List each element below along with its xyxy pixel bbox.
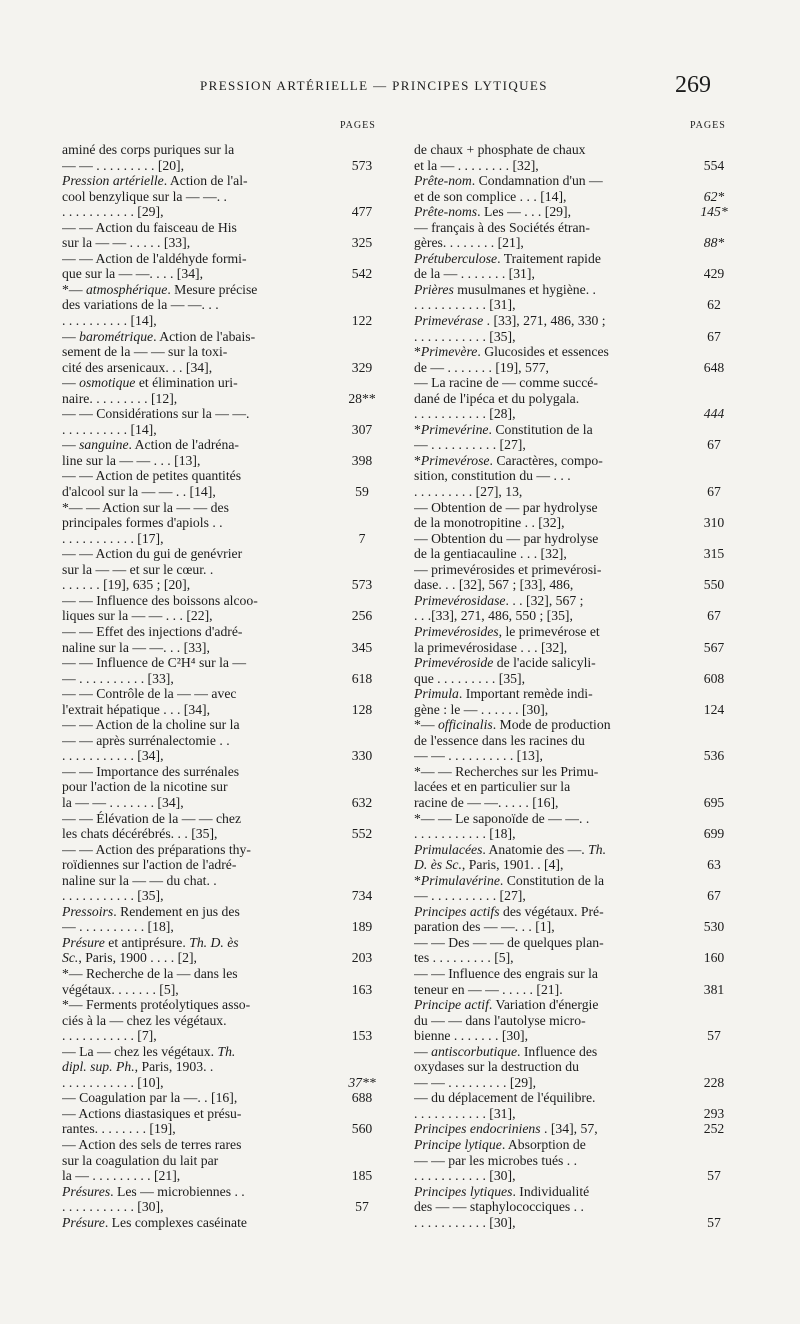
entry-line: D. ès Sc., Paris, 1901. . [4], [414,857,564,873]
page-reference: 7 [358,530,366,546]
page-reference: 203 [351,950,373,966]
index-column-left [62,142,388,1230]
index-entry [414,282,740,313]
index-entry [62,904,388,935]
index-entry [414,717,740,764]
entry-line: Primula. Important remède indi- [414,686,593,702]
index-entry [62,1090,388,1106]
entry-line: . . . . . . . . . . . [18], [414,826,516,842]
running-title: PRESSION ARTÉRIELLE — PRINCIPES LYTIQUES [200,78,548,93]
index-entry [414,313,740,344]
entry-line: . . . . . . . . . . [14], [62,313,157,329]
page-reference: 530 [703,919,725,935]
page-reference: 648 [703,359,725,375]
page-reference: 145* [700,204,728,220]
page-reference: 228 [703,1074,725,1090]
entry-line: *— atmosphérique. Mesure précise [62,281,258,297]
page-reference: 573 [351,157,373,173]
entry-line: . . . . . . . . . . . [10], [62,1074,164,1090]
index-entry [414,344,740,375]
index-entry [414,624,740,655]
page-reference: 122 [351,313,373,329]
page-reference: 573 [351,577,373,593]
entry-line: la — . . . . . . . . . [21], [62,1168,181,1184]
entry-line: ciés à la — chez les végétaux. [62,1012,227,1028]
page-reference: 67 [707,608,721,624]
entry-line: Pressoirs. Rendement en jus des [62,903,240,919]
page-reference: 57 [707,1028,721,1044]
page-reference: 189 [351,919,373,935]
entry-line: Présure et antiprésure. Th. D. ès [62,934,239,950]
page-reference: 128 [351,701,373,717]
entry-line: — — Considérations sur la — —. [62,406,250,422]
page-reference: 62* [703,188,725,204]
entry-line: . . . . . . . . . . . [28], [414,406,516,422]
index-entry [414,686,740,717]
entry-line: *Primevère. Glucosides et essences [414,344,609,360]
index-entry [62,142,388,173]
index-entry [62,717,388,764]
entry-line: . . . . . . . . . . . [30], [62,1199,164,1215]
entry-line: cool benzylique sur la — —. . [62,188,227,204]
page-reference: 185 [351,1168,373,1184]
page-reference: 554 [703,157,725,173]
index-entry [414,204,740,220]
index-entry [62,251,388,282]
entry-line: Principes endocriniens . [34], 57, [414,1121,598,1137]
index-entry [62,1106,388,1137]
entry-line: Primevérosidase. . . [32], 567 ; [414,592,584,608]
entry-line: — La — chez les végétaux. Th. [62,1043,236,1059]
index-column-right [414,142,740,1230]
page-reference: 160 [703,950,725,966]
entry-line: Prétuberculose. Traitement rapide [414,250,601,266]
entry-line: roïdiennes sur l'action de l'adré- [62,857,237,873]
entry-line: Principe actif. Variation d'énergie [414,997,599,1013]
entry-line: — — Action de la choline sur la [62,717,240,733]
entry-line: — — Des — — de quelques plan- [414,934,604,950]
entry-line: — — Action du gui de genévrier [62,546,243,562]
entry-line: les chats décérébrés. . . [35], [62,826,218,842]
entry-line: . . . . . . . . . . . [7], [62,1028,157,1044]
index-entry [414,764,740,811]
index-entry [414,173,740,204]
page-reference: 381 [703,981,725,997]
entry-line: naline sur la — — du chat. . [62,872,217,888]
index-entry [414,531,740,562]
entry-line: . . . . . . . . . . . [35], [414,328,516,344]
entry-line: — — Action des préparations thy- [62,841,251,857]
entry-line: Pression artérielle. Action de l'al- [62,173,248,189]
index-entry [414,1121,740,1137]
entry-line: dase. . . [32], 567 ; [33], 486, [414,577,574,593]
entry-line: aminé des corps puriques sur la [62,142,235,157]
entry-line: — . . . . . . . . . . [18], [62,919,174,935]
entry-line: — osmotique et élimination uri- [62,375,238,391]
index-entry [414,811,740,842]
page-reference: 695 [703,794,725,810]
entry-line: — Action des sels de terres rares [62,1137,242,1152]
index-entry [62,593,388,624]
entry-line: des — — staphylococciques . . [414,1199,584,1215]
page-reference: 57 [707,1214,721,1230]
index-entry [414,422,740,453]
entry-line: — — Action de l'aldéhyde formi- [62,250,247,266]
page-reference: 325 [351,235,373,251]
entry-line: sur la — — . . . . . [33], [62,235,191,251]
entry-line: — . . . . . . . . . . [27], [414,437,526,453]
page-reference: 398 [351,452,373,468]
entry-line: végétaux. . . . . . . [5], [62,981,179,997]
page-reference: 699 [703,826,725,842]
page-reference: 62 [707,297,721,313]
entry-line: la primevérosidase . . . [32], [414,639,568,655]
page-reference: 632 [351,794,373,810]
entry-line: *— officinalis. Mode de production [414,717,611,733]
index-entry [414,375,740,422]
index-entry [414,142,740,173]
page-reference: 67 [707,888,721,904]
index-entry [62,406,388,437]
index-entry [62,842,388,904]
entry-line: . . . . . . . . . . . [30], [414,1168,516,1184]
entry-line: que . . . . . . . . . [35], [414,670,526,686]
page-reference: 688 [351,1090,373,1106]
page-reference: 560 [351,1121,373,1137]
entry-line: *— Recherche de la — dans les [62,965,238,981]
entry-line: Prête-nom. Condamnation d'un — [414,173,603,189]
page-reference: 252 [703,1121,725,1137]
index-entry [414,593,740,624]
entry-line: du — — dans l'autolyse micro- [414,1012,586,1028]
entry-line: Primevéroside de l'acide salicyli- [414,655,596,671]
entry-line: de — . . . . . . . [19], 577, [414,359,549,375]
page-reference: 153 [351,1028,373,1044]
index-entry [62,437,388,468]
entry-line: teneur en — — . . . . . [21]. [414,981,563,997]
entry-line: . . . . . . . . . . . [35], [62,888,164,904]
page-reference: 315 [703,546,725,562]
index-entry [414,655,740,686]
index-entry [62,655,388,686]
entry-line: — Actions diastasiques et présu- [62,1105,242,1121]
entry-line: *— — Recherches sur les Primu- [414,763,599,779]
entry-line: — — Influence des boissons alcoo- [62,592,258,608]
entry-line: et de son complice . . . [14], [414,188,567,204]
index-entry [62,764,388,811]
entry-line: — sanguine. Action de l'adréna- [62,437,239,453]
page-reference: 293 [703,1105,725,1121]
page-number: 269 [675,72,711,98]
page-reference: 67 [707,328,721,344]
entry-line: . . . . . . . . . . . [34], [62,748,164,764]
entry-line: . . . . . . [19], 635 ; [20], [62,577,191,593]
entry-line: la — — . . . . . . . [34], [62,794,184,810]
index-entry [414,500,740,531]
index-entry [62,500,388,547]
index-entry [414,842,740,873]
index-entry [414,904,740,935]
index-entry [414,562,740,593]
index-entry [414,251,740,282]
index-entry [62,375,388,406]
page-reference: 429 [703,266,725,282]
index-entry [62,1137,388,1184]
entry-line: principales formes d'apiols . . [62,515,223,531]
entry-line: *Primevérine. Constitution de la [414,421,593,437]
entry-line: Principe lytique. Absorption de [414,1137,586,1152]
entry-line: — — Importance des surrénales [62,763,240,779]
entry-line: . . . . . . . . . . [14], [62,421,157,437]
entry-line: *Primevérose. Caractères, compo- [414,452,603,468]
entry-line: Principes lytiques. Individualité [414,1183,590,1199]
entry-line: . . . . . . . . . . . [31], [414,297,516,313]
entry-line: l'extrait hépatique . . . [34], [62,701,211,717]
index-entry [62,686,388,717]
entry-line: que sur la — —. . . . [34], [62,266,204,282]
entry-line: — — Action de petites quantités [62,468,242,484]
page-reference: 307 [351,421,373,437]
entry-line: sition, constitution du — . . . [414,468,571,484]
entry-line: d'alcool sur la — — . . [14], [62,484,216,500]
entry-line: — La racine de — comme succé- [414,375,598,391]
pages-column-label: PAGES [690,120,726,131]
page-reference: 550 [703,577,725,593]
entry-line: Primevérosides, le primevérose et [414,623,600,639]
index-entry [414,997,740,1044]
page-reference: 57 [707,1168,721,1184]
index-entry [62,220,388,251]
entry-line: sur la coagulation du lait par [62,1152,219,1168]
index-entry [62,997,388,1044]
entry-line: — — Action du faisceau de His [62,219,237,235]
entry-line: Présure. Les complexes caséinate [62,1214,247,1230]
page-reference: 124 [703,701,725,717]
entry-line: *— Ferments protéolytiques asso- [62,997,251,1013]
index-entry [62,1215,388,1231]
entry-line: Primulacées. Anatomie des —. Th. [414,841,606,857]
entry-line: — — . . . . . . . . . [29], [414,1074,537,1090]
page-reference: 477 [351,204,373,220]
page-reference: 618 [351,670,373,686]
index-entry [414,453,740,500]
entry-line: — Obtention de — par hydrolyse [414,499,598,515]
page-reference: 28** [348,390,376,406]
index-entry [414,873,740,904]
entry-line: — — Effet des injections d'adré- [62,623,243,639]
index-entry [414,1044,740,1091]
page-reference: 59 [355,484,369,500]
index-entry [414,1184,740,1231]
entry-line: Principes actifs des végétaux. Pré- [414,903,604,919]
entry-line: de l'essence dans les racines du [414,732,585,748]
page-reference: 88* [703,235,725,251]
entry-line: . . . . . . . . . [27], 13, [414,484,523,500]
entry-line: bienne . . . . . . . [30], [414,1028,529,1044]
entry-line: — — Influence des engrais sur la [414,965,598,981]
entry-line: *— — Action sur la — — des [62,499,229,515]
page-reference: 67 [707,437,721,453]
entry-line: . . . . . . . . . . . [29], [62,204,164,220]
entry-line: — — par les microbes tués . . [414,1152,578,1168]
entry-line: sur la — — et sur le cœur. . [62,561,214,577]
entry-line: — Coagulation par la —. . [16], [62,1090,238,1106]
entry-line: — antiscorbutique. Influence des [414,1043,598,1059]
entry-line: racine de — —. . . . . [16], [414,794,559,810]
entry-line: tes . . . . . . . . . [5], [414,950,514,966]
entry-line: *— — Le saponoïde de — —. . [414,810,590,826]
page-reference: 329 [351,359,373,375]
entry-line: Sc., Paris, 1900 . . . . [2], [62,950,197,966]
entry-line: paration des — —. . . [1], [414,919,555,935]
entry-line: — Obtention du — par hydrolyse [414,530,599,546]
entry-line: . . . . . . . . . . . [30], [414,1214,516,1230]
entry-line: — — Élévation de la — — chez [62,810,242,826]
page-reference: 67 [707,484,721,500]
entry-line: Présures. Les — microbiennes . . [62,1183,245,1199]
entry-line: naline sur la — —. . . [33], [62,639,210,655]
index-entry [62,966,388,997]
page-reference: 567 [703,639,725,655]
entry-line: pour l'action de la nicotine sur [62,779,228,795]
entry-line: de la monotropitine . . [32], [414,515,565,531]
entry-line: Prête-noms. Les — . . . [29], [414,204,572,220]
index-entry [62,624,388,655]
entry-line: — français à des Sociétés étran- [414,219,590,235]
index-entry [414,220,740,251]
entry-line: line sur la — — . . . [13], [62,452,201,468]
entry-line: sement de la — — sur la toxi- [62,344,228,360]
page-reference: 330 [351,748,373,764]
pages-column-label: PAGES [340,120,376,131]
page-reference: 57 [355,1199,369,1215]
entry-line: de la gentiacauline . . . [32], [414,546,567,562]
entry-line: — — Influence de C²H⁴ sur la — [62,655,247,671]
page-reference: 256 [351,608,373,624]
entry-line: dipl. sup. Ph., Paris, 1903. . [62,1059,214,1075]
running-header [0,72,800,100]
page-reference: 163 [351,981,373,997]
index-entry [62,173,388,220]
entry-line: cité des arsenicaux. . . [34], [62,359,213,375]
entry-line: . . .[33], 271, 486, 550 ; [35], [414,608,573,624]
entry-line: — barométrique. Action de l'abais- [62,328,256,344]
page-reference: 345 [351,639,373,655]
page-reference: 608 [703,670,725,686]
index-entry [62,935,388,966]
entry-line: rantes. . . . . . . . [19], [62,1121,176,1137]
page-reference: 552 [351,826,373,842]
index-entry [414,935,740,966]
entry-line: dané de l'ipéca et du polygala. [414,390,580,406]
entry-line: — — . . . . . . . . . [20], [62,157,185,173]
entry-line: — — . . . . . . . . . . [13], [414,748,543,764]
entry-line: — primevérosides et primevérosi- [414,561,602,577]
entry-line: des variations de la — —. . . [62,297,219,313]
entry-line: oxydases sur la destruction du [414,1059,579,1075]
page-reference: 37** [348,1074,376,1090]
entry-line: lacées et en particulier sur la [414,779,571,795]
entry-line: — — après surrénalectomie . . [62,732,230,748]
entry-line: et la — . . . . . . . . [32], [414,157,539,173]
index-entry [414,1137,740,1184]
index-entry [62,546,388,593]
entry-line: — . . . . . . . . . . [27], [414,888,526,904]
entry-line: . . . . . . . . . . . [31], [414,1105,516,1121]
entry-line: liques sur la — — . . . [22], [62,608,213,624]
page-reference: 63 [707,857,721,873]
index-entry [62,811,388,842]
entry-line: Primevérase . [33], 271, 486, 330 ; [414,313,606,329]
index-entry [62,1184,388,1215]
index-entry [62,1044,388,1091]
index-entry [62,282,388,329]
index-entry [62,468,388,499]
entry-line: Prières musulmanes et hygiène. . [414,281,596,297]
index-entry [414,966,740,997]
entry-line: . . . . . . . . . . . [17], [62,530,164,546]
index-entry [62,329,388,376]
entry-line: — du déplacement de l'équilibre. [414,1090,596,1106]
entry-line: *Primulavérine. Constitution de la [414,872,605,888]
entry-line: de chaux + phosphate de chaux [414,142,586,157]
entry-line: gène : le — . . . . . . [30], [414,701,549,717]
entry-line: de la — . . . . . . . [31], [414,266,535,282]
entry-line: — — Contrôle de la — — avec [62,686,237,702]
page-reference: 444 [703,406,725,422]
page-reference: 542 [351,266,373,282]
entry-line: — . . . . . . . . . . [33], [62,670,174,686]
index-entry [414,1090,740,1121]
page-reference: 310 [703,515,725,531]
page-reference: 734 [351,888,373,904]
entry-line: gères. . . . . . . . [21], [414,235,524,251]
entry-line: naire. . . . . . . . . [12], [62,390,178,406]
page-reference: 536 [703,748,725,764]
